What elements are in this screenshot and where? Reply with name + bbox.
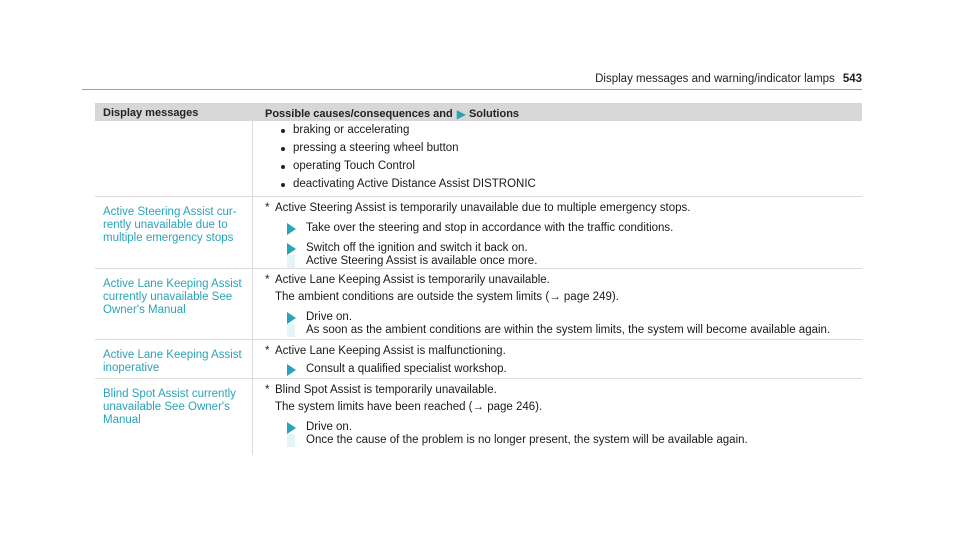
play-icon: ▶: [456, 106, 466, 121]
play-icon: [287, 223, 296, 235]
solution-step: [287, 363, 862, 376]
cause-text: * Active Steering Assist is temporarily unavailable due to multiple emergency stops.: [265, 202, 691, 214]
cause-text: * Blind Spot Assist is temporarily unavailable.: [265, 384, 497, 396]
col-header-solutions-text: Solutions: [468, 107, 520, 120]
solution-step: [287, 222, 862, 235]
col-header-causes: [253, 103, 862, 121]
section-title: Display messages and warning/indicator lamps: [595, 73, 835, 85]
causes-cell: [253, 121, 862, 196]
step-text: Take over the steering and stop in accordance with the traffic conditions.: [306, 222, 674, 234]
message-cell: Active Lane Keeping Assist currently unavailable See Owner's Manual: [95, 269, 253, 339]
table-row: [95, 379, 862, 455]
col-header-causes-text: Possible causes/consequences and: [265, 107, 453, 120]
running-head: [0, 73, 862, 85]
list-item: deactivating Active Distance Assist DISTRONIC: [281, 178, 862, 191]
play-icon: [287, 312, 296, 324]
col-header-messages: Display messages: [103, 107, 199, 119]
table-row: [95, 340, 862, 379]
message-cell: Blind Spot Assist currently unavailable See Owner's Manual: [95, 379, 253, 455]
table-header: [95, 103, 862, 121]
solution-step: [287, 311, 862, 337]
step-text: Drive on. Once the cause of the problem is no longer present, the system will be available again.: [306, 421, 748, 446]
page-number: 543: [842, 73, 862, 85]
list-item: pressing a steering wheel button: [281, 142, 862, 155]
play-icon: [287, 243, 296, 255]
table-row: [95, 269, 862, 340]
header-rule: [82, 89, 862, 90]
messages-table: [95, 103, 862, 455]
causes-cell: [253, 197, 862, 268]
play-icon: [287, 422, 296, 434]
step-text: Switch off the ignition and switch it back on. Active Steering Assist is available once more.: [306, 242, 538, 267]
table-row: [95, 121, 862, 197]
cause-text: * Active Lane Keeping Assist is malfunctioning.: [265, 345, 506, 357]
play-icon: [287, 364, 296, 376]
cause-text: * Active Lane Keeping Assist is temporarily unavailable.: [265, 274, 550, 286]
causes-cell: [253, 379, 862, 455]
bullet-list: [265, 121, 862, 191]
list-item: braking or accelerating: [281, 124, 862, 137]
solution-step: [287, 242, 862, 268]
causes-cell: [253, 340, 862, 378]
note-text: The ambient conditions are outside the system limits (→ page 249).: [275, 291, 619, 303]
table-row: [95, 197, 862, 269]
message-cell: [95, 121, 253, 196]
solution-step: [287, 421, 862, 447]
causes-cell: [253, 269, 862, 339]
message-cell: Active Steering Assist currently unavailable due to multiple emergency stops: [95, 197, 253, 268]
note-text: The system limits have been reached (→ page 246).: [275, 401, 543, 413]
step-text: Drive on. As soon as the ambient conditions are within the system limits, the system will become available again.: [306, 311, 831, 336]
list-item: operating Touch Control: [281, 160, 862, 173]
step-text: Consult a qualified specialist workshop.: [306, 363, 507, 375]
message-cell: Active Lane Keeping Assist inoperative: [95, 340, 253, 378]
